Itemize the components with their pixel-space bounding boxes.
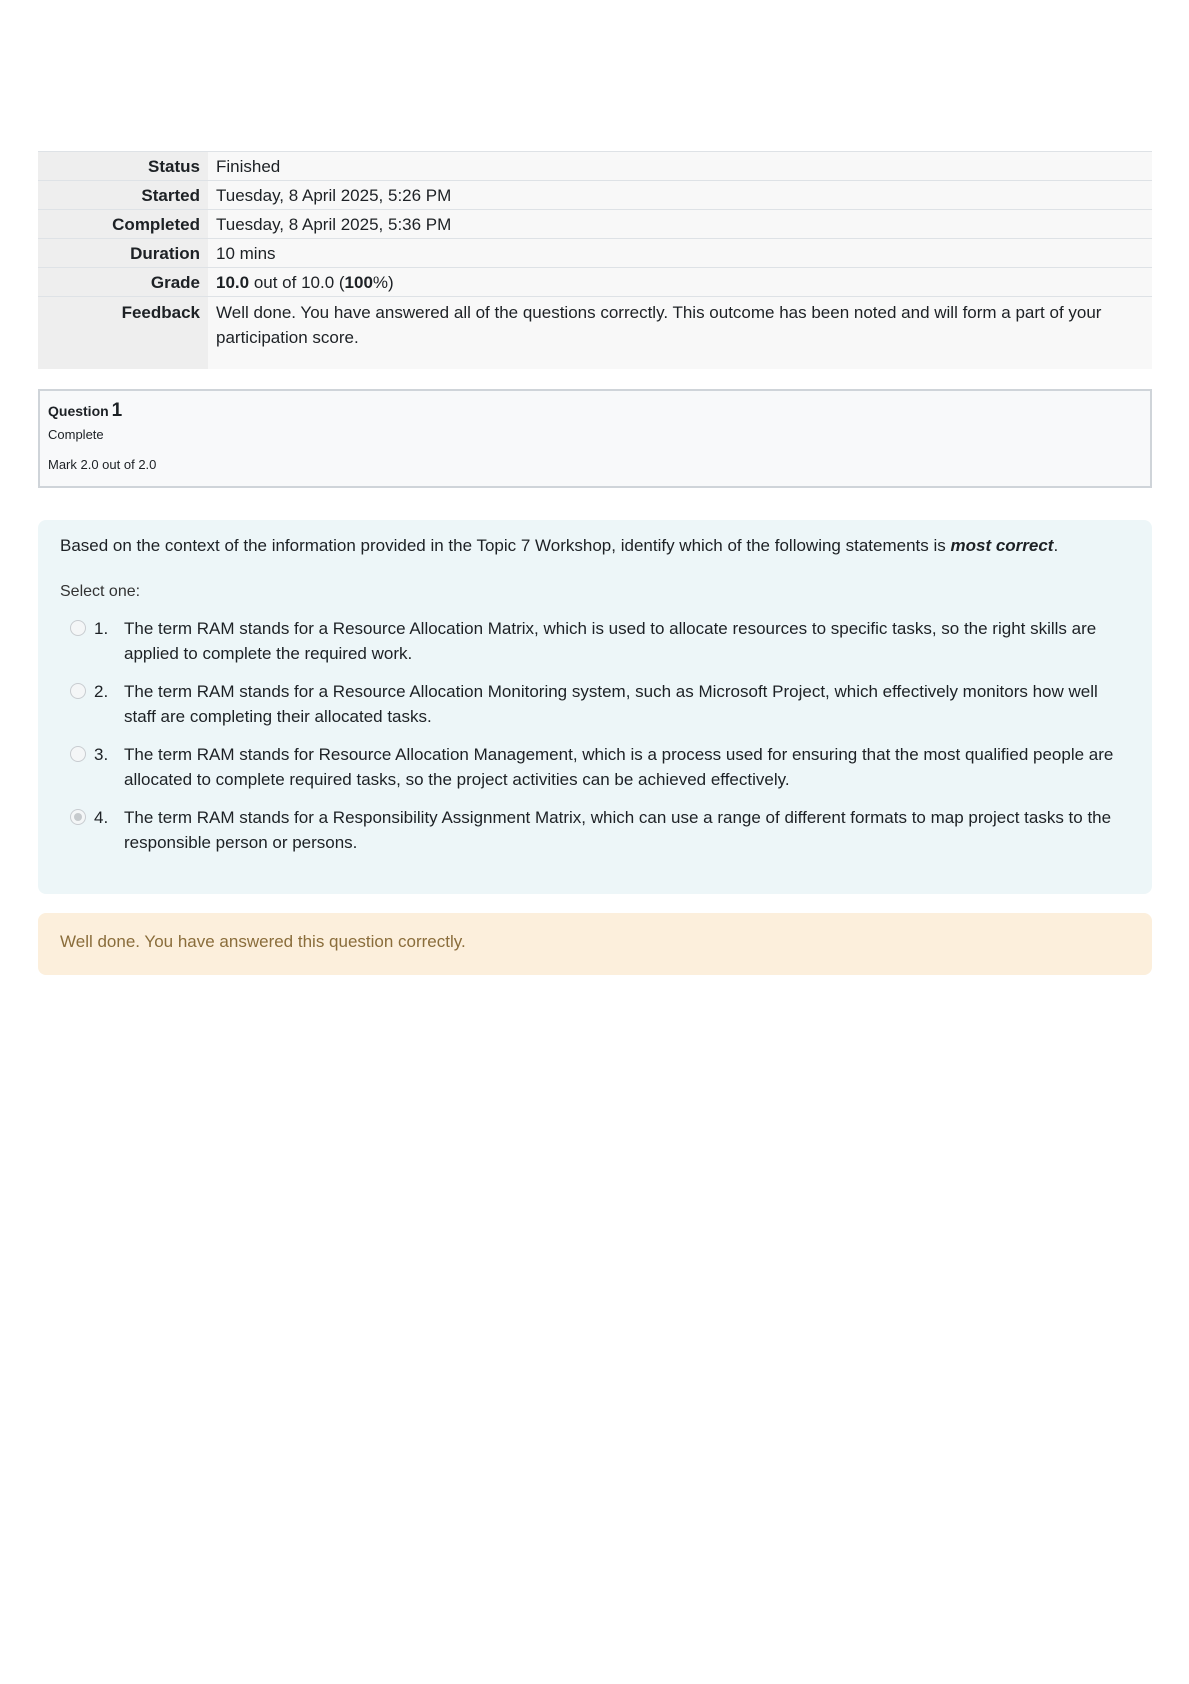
question-text-emphasis: most correct (950, 536, 1054, 555)
question-grade: Mark 2.0 out of 2.0 (48, 457, 157, 472)
answer-option-4[interactable] (60, 805, 1128, 855)
summary-value-grade (208, 268, 1152, 296)
answer-option-1[interactable] (60, 616, 1128, 666)
summary-label-status: Status (38, 152, 208, 180)
summary-label-completed: Completed (38, 210, 208, 238)
select-one-prompt: Select one: (60, 583, 141, 600)
answer-number-1: 1. (94, 619, 109, 638)
answer-number-2: 2. (94, 682, 109, 701)
answer-number-4: 4. (94, 808, 109, 827)
answer-list (60, 616, 1128, 855)
attempt-summary-table (38, 151, 1152, 369)
question-info (38, 389, 1152, 488)
summary-label-grade: Grade (38, 268, 208, 296)
summary-value-duration: 10 mins (208, 239, 1152, 267)
answer-text-3: The term RAM stands for Resource Allocation Management, which is a process used for ensuring that the most qualified people are allocated to complete required tasks, so the project activities can be achieved effectively. (124, 745, 1114, 789)
answer-text-1: The term RAM stands for a Resource Allocation Matrix, which is used to allocate resources to specific tasks, so the right skills are applied to complete the required work. (124, 619, 1097, 663)
summary-label-duration: Duration (38, 239, 208, 267)
summary-value-feedback: Well done. You have answered all of the questions correctly. This outcome has been noted and will form a part of your participation score. (208, 297, 1152, 369)
question-title-prefix: Question (48, 403, 109, 419)
summary-row-feedback (38, 297, 1152, 369)
answer-radio-1[interactable] (70, 620, 86, 636)
summary-row-status (38, 152, 1152, 181)
summary-row-completed (38, 210, 1152, 239)
question-title (48, 400, 1150, 422)
grade-score: 10.0 (216, 273, 250, 292)
answer-number-3: 3. (94, 745, 109, 764)
question-text-main: Based on the context of the information provided in the Topic 7 Workshop, identify which of the following statements is (60, 536, 951, 555)
question-number: 1 (111, 400, 123, 421)
question-feedback: Well done. You have answered this question correctly. (38, 913, 1152, 975)
grade-percent: 100 (344, 273, 373, 292)
answer-text-4: The term RAM stands for a Responsibility Assignment Matrix, which can use a range of different formats to map project tasks to the responsible person or persons. (124, 808, 1112, 852)
summary-label-feedback: Feedback (38, 297, 208, 369)
question-text-end: . (1053, 536, 1059, 555)
summary-value-started: Tuesday, 8 April 2025, 5:26 PM (208, 181, 1152, 209)
summary-row-started (38, 181, 1152, 210)
summary-value-completed: Tuesday, 8 April 2025, 5:36 PM (208, 210, 1152, 238)
question-text (60, 534, 1128, 558)
question-formulation (38, 520, 1152, 894)
answer-radio-4[interactable] (70, 809, 86, 825)
grade-percent-suffix: %) (372, 273, 394, 292)
question-state: Complete (48, 427, 104, 442)
answer-option-3[interactable] (60, 742, 1128, 792)
summary-value-status: Finished (208, 152, 1152, 180)
answer-radio-2[interactable] (70, 683, 86, 699)
answer-text-2: The term RAM stands for a Resource Allocation Monitoring system, such as Microsoft Project, which effectively monitors how well staff are completing their allocated tasks. (124, 682, 1098, 726)
grade-out-of: out of 10.0 ( (249, 273, 345, 292)
answer-radio-3[interactable] (70, 746, 86, 762)
answer-option-2[interactable] (60, 679, 1128, 729)
summary-label-started: Started (38, 181, 208, 209)
summary-row-grade (38, 268, 1152, 297)
summary-row-duration (38, 239, 1152, 268)
